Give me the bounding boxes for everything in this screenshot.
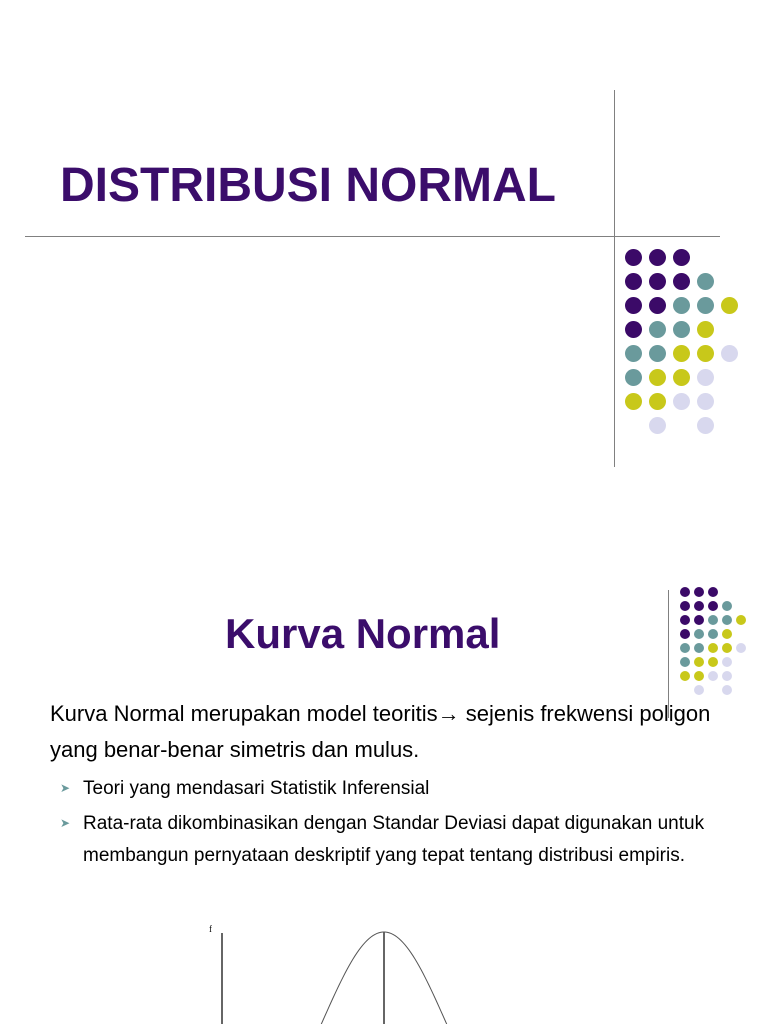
decorative-dot	[694, 615, 704, 625]
decorative-dot	[680, 629, 690, 639]
decorative-dot	[694, 601, 704, 611]
decorative-dot	[722, 601, 732, 611]
decorative-dot	[649, 393, 666, 410]
definition-paragraph	[50, 696, 750, 768]
list-item-text: Rata-rata dikombinasikan dengan Standar Deviasi dapat digunakan untuk membangun pernyataan deskriptif yang tepat tentang distribusi empiris.	[83, 813, 705, 866]
arrowhead-bullet-icon: ➤	[60, 816, 71, 830]
decorative-dot	[708, 643, 718, 653]
decorative-dot	[721, 297, 738, 314]
decorative-dot	[625, 249, 642, 266]
decorative-dot	[722, 685, 732, 695]
dot-grid-decoration	[624, 248, 754, 438]
decorative-dot	[736, 615, 746, 625]
decorative-dot	[721, 345, 738, 362]
normal-curve-figure	[195, 920, 535, 1024]
decorative-dot	[649, 345, 666, 362]
decorative-dot	[649, 273, 666, 290]
decorative-dot	[722, 657, 732, 667]
decorative-dot	[736, 643, 746, 653]
decorative-dot	[680, 587, 690, 597]
decorative-dot	[625, 273, 642, 290]
dot-grid-decoration	[679, 586, 759, 698]
decorative-dot	[722, 643, 732, 653]
decorative-dot	[649, 369, 666, 386]
slide-1	[0, 0, 768, 500]
decorative-dot	[694, 657, 704, 667]
decorative-dot	[649, 321, 666, 338]
decorative-dot	[625, 393, 642, 410]
list-item-text: Teori yang mendasari Statistik Inferensial	[83, 778, 430, 799]
list-item	[58, 808, 708, 872]
decorative-dot	[694, 643, 704, 653]
frequency-axis-label: f	[209, 924, 212, 934]
decorative-dot	[697, 417, 714, 434]
definition-text-start: Kurva Normal merupakan model teoritis	[50, 701, 438, 726]
decorative-dot	[708, 657, 718, 667]
decorative-dot	[673, 393, 690, 410]
decorative-dot	[694, 587, 704, 597]
decorative-dot	[722, 629, 732, 639]
vertical-divider	[614, 90, 615, 467]
decorative-dot	[694, 685, 704, 695]
arrowhead-bullet-icon: ➤	[60, 781, 71, 795]
decorative-dot	[680, 615, 690, 625]
decorative-dot	[697, 297, 714, 314]
decorative-dot	[625, 321, 642, 338]
slide-title: DISTRIBUSI NORMAL	[60, 159, 556, 212]
decorative-dot	[649, 417, 666, 434]
decorative-dot	[708, 587, 718, 597]
decorative-dot	[708, 615, 718, 625]
decorative-dot	[697, 321, 714, 338]
slide-title: Kurva Normal	[225, 610, 501, 657]
decorative-dot	[625, 345, 642, 362]
decorative-dot	[697, 273, 714, 290]
decorative-dot	[680, 671, 690, 681]
decorative-dot	[697, 393, 714, 410]
bell-curve	[265, 932, 505, 1024]
decorative-dot	[673, 345, 690, 362]
decorative-dot	[722, 671, 732, 681]
decorative-dot	[673, 321, 690, 338]
decorative-dot	[625, 297, 642, 314]
decorative-dot	[649, 249, 666, 266]
decorative-dot	[625, 369, 642, 386]
decorative-dot	[694, 671, 704, 681]
decorative-dot	[680, 643, 690, 653]
decorative-dot	[673, 369, 690, 386]
decorative-dot	[708, 671, 718, 681]
definition-text-end: sejenis frekwensi poligon yang benar-benar simetris dan mulus.	[50, 701, 711, 762]
list-item	[58, 773, 708, 805]
decorative-dot	[722, 615, 732, 625]
decorative-dot	[697, 369, 714, 386]
decorative-dot	[708, 629, 718, 639]
decorative-dot	[694, 629, 704, 639]
decorative-dot	[673, 297, 690, 314]
right-arrow-icon: →	[437, 701, 460, 726]
decorative-dot	[680, 601, 690, 611]
slide-2	[0, 560, 768, 1024]
horizontal-divider	[25, 236, 720, 237]
decorative-dot	[697, 345, 714, 362]
decorative-dot	[708, 601, 718, 611]
decorative-dot	[673, 249, 690, 266]
decorative-dot	[649, 297, 666, 314]
decorative-dot	[680, 657, 690, 667]
decorative-dot	[673, 273, 690, 290]
bullet-list	[58, 773, 708, 875]
